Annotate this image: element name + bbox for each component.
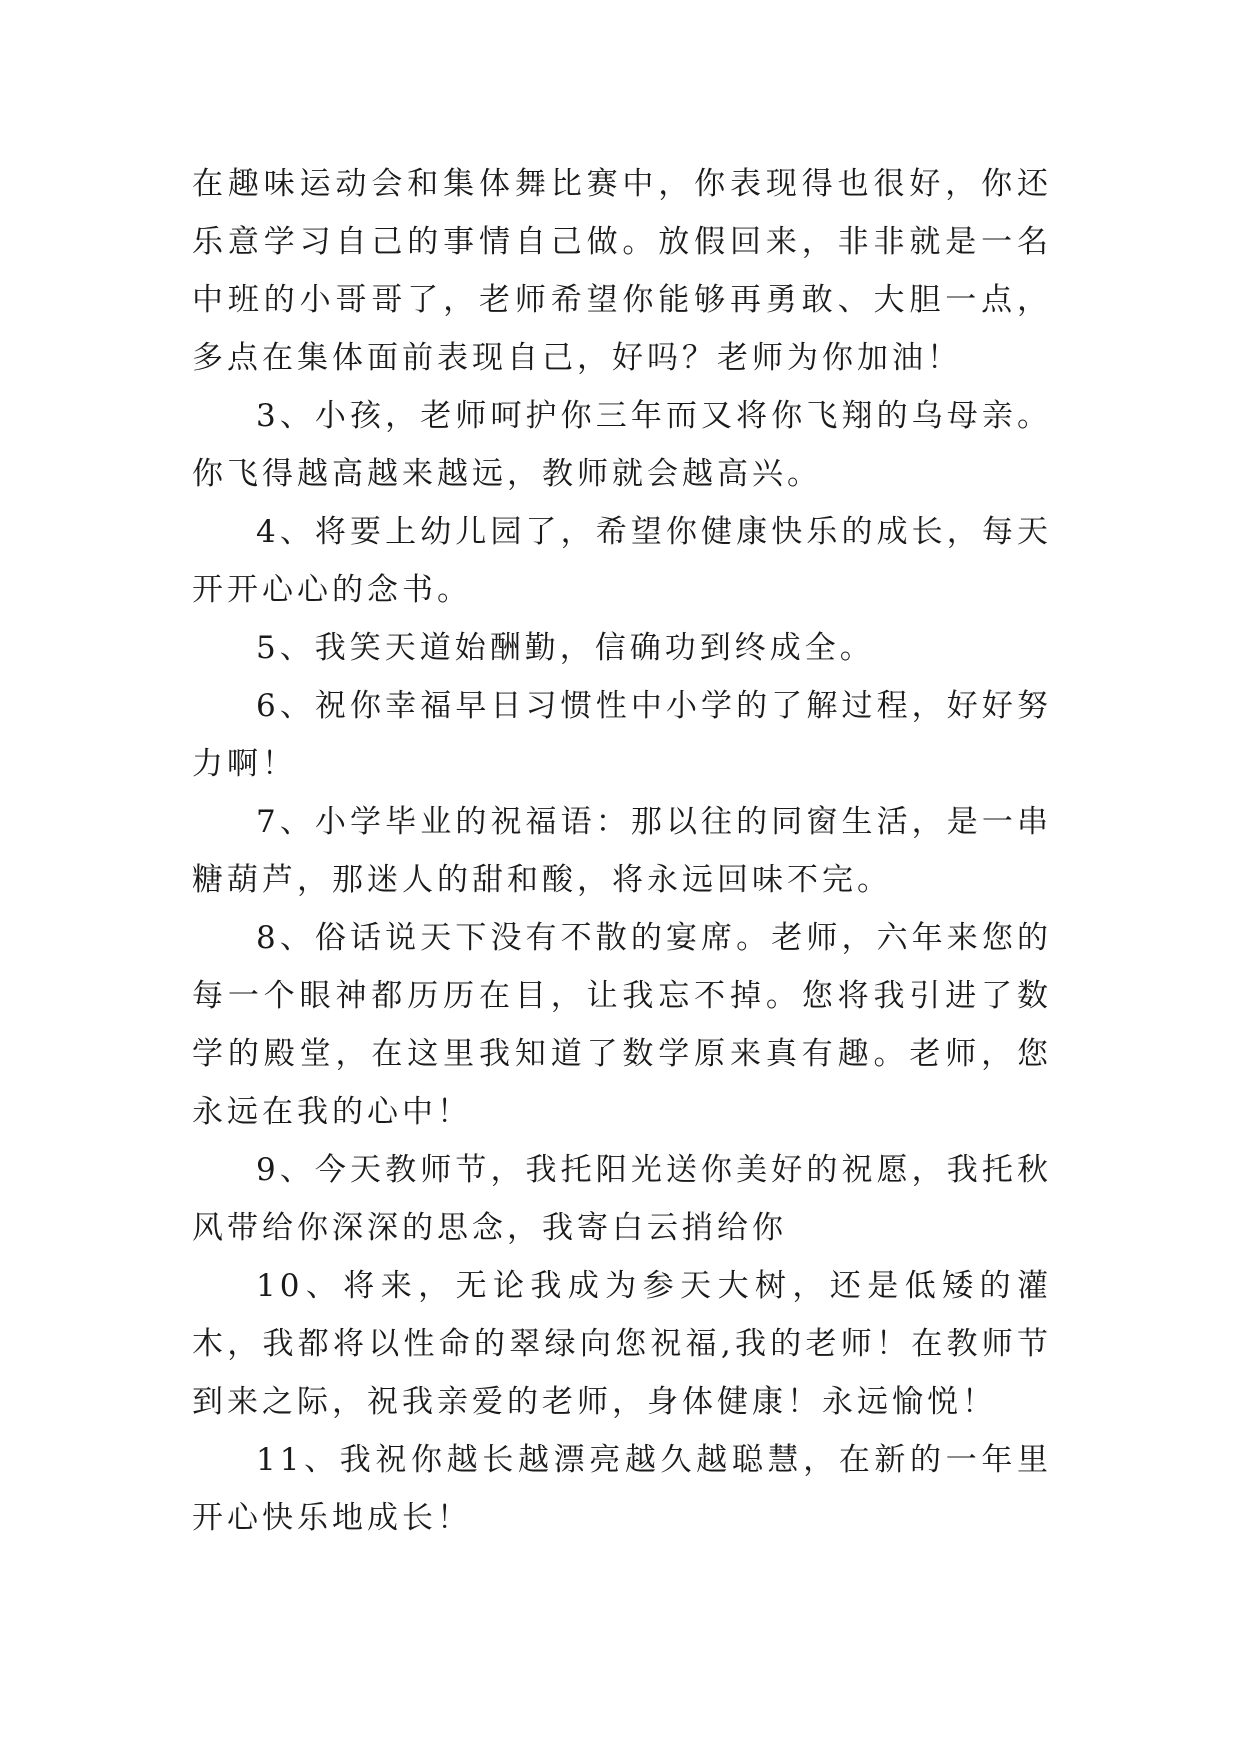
paragraph-item-3: 3、小孩，老师呵护你三年而又将你飞翔的乌母亲。你飞得越高越来越远，教师就会越高兴。	[192, 398, 1052, 492]
paragraph-continuation: 在趣味运动会和集体舞比赛中，你表现得也很好，你还乐意学习自己的事情自己做。放假回来，非非就是一名中班的小哥哥了，老师希望你能够再勇敢、大胆一点，多点在集体面前表现自己，好吗？老师为你加油！	[192, 166, 1052, 376]
paragraph-item-6: 6、祝你幸福早日习惯性中小学的了解过程，好好努力啊！	[192, 688, 1052, 782]
paragraph-item-7: 7、小学毕业的祝福语：那以往的同窗生活，是一串糖葫芦，那迷人的甜和酸，将永远回味不完。	[192, 804, 1052, 898]
paragraph-item-5: 5、我笑天道始酬勤，信确功到终成全。	[256, 630, 875, 666]
paragraph-item-8: 8、俗话说天下没有不散的宴席。老师，六年来您的每一个眼神都历历在目，让我忘不掉。您将我引进了数学的殿堂，在这里我知道了数学原来真有趣。老师，您永远在我的心中！	[192, 920, 1052, 1130]
paragraph-item-4: 4、将要上幼儿园了，希望你健康快乐的成长，每天开开心心的念书。	[192, 514, 1052, 608]
document-body	[192, 155, 1052, 1547]
paragraph-item-9: 9、今天教师节，我托阳光送你美好的祝愿，我托秋风带给你深深的思念，我寄白云捎给你	[192, 1152, 1052, 1246]
paragraph-item-11: 11、我祝你越长越漂亮越久越聪慧，在新的一年里开心快乐地成长！	[192, 1442, 1052, 1536]
paragraph-item-10: 10、将来，无论我成为参天大树，还是低矮的灌木，我都将以性命的翠绿向您祝福,我的老师！在教师节到来之际，祝我亲爱的老师，身体健康！永远愉悦！	[192, 1268, 1052, 1420]
